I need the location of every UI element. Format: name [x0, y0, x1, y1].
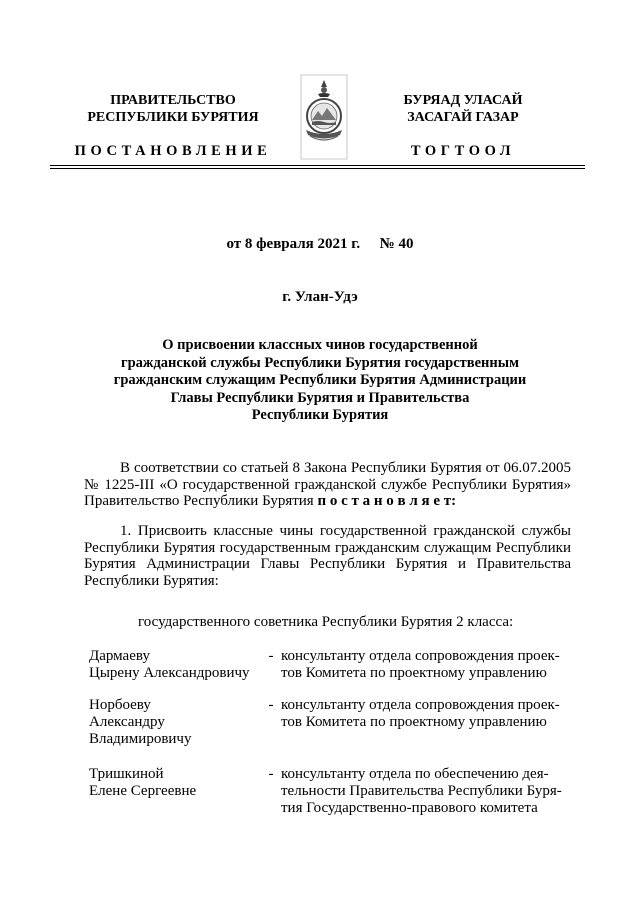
title-line: гражданской службы Республики Бурятия государственным: [121, 354, 519, 371]
dash-separator: -: [268, 648, 274, 664]
appointee-position: консультанту отдела сопровождения проек- тов Комитета по проектному управлению: [281, 697, 560, 730]
title-line: О присвоении классных чинов государственной: [162, 337, 478, 353]
title-line: Главы Республики Бурятия и Правительства: [170, 389, 470, 406]
dash-separator: -: [268, 697, 274, 713]
government-name-ru-line1: ПРАВИТЕЛЬСТВО: [110, 93, 236, 108]
appointee-entry: [89, 697, 569, 753]
doc-type-bua: ТОГТООЛ: [410, 143, 516, 159]
title-line: гражданским служащим Республики Бурятия Администрации: [113, 372, 527, 388]
appointee-name: Дармаеву Цырену Александровичу: [89, 648, 250, 681]
header-divider-top: [50, 165, 585, 166]
document-date-number: [0, 236, 640, 253]
coat-of-arms-emblem: [300, 74, 348, 160]
document-number: № 40: [379, 236, 414, 252]
document-date: от 8 февраля 2021 г.: [226, 236, 361, 252]
doc-type-ru: ПОСТАНОВЛЕНИЕ: [74, 143, 272, 159]
clause-1-paragraph: [84, 523, 571, 589]
appointee-position: консультанту отдела сопровождения проек- тов Комитета по проектному управлению: [281, 648, 560, 681]
document-city: г. Улан-Удэ: [282, 289, 358, 305]
government-name-ru-line2: РЕСПУБЛИКИ БУРЯТИЯ: [87, 110, 259, 125]
appointee-name: Норбоеву Александру Владимировичу: [89, 697, 192, 747]
title-line: Республики Бурятия: [251, 407, 389, 423]
document-title: [80, 337, 560, 425]
clause-1-text: 1. Присвоить классные чины государственной гражданской службы Республики Бурятия государственным гражданским служащим Республики Бурятия Администрации Главы Республики Бурятия и Правительства Республики Бурятия:: [84, 523, 571, 589]
header-divider-bottom: [50, 168, 585, 169]
appointee-entry: [89, 766, 569, 822]
preamble-paragraph: [84, 460, 571, 510]
dash-separator: -: [268, 766, 274, 782]
rank-heading: государственного советника Республики Бурятия 2 класса:: [138, 614, 514, 630]
appointee-name: Тришкиной Елене Сергеевне: [89, 766, 197, 799]
appointee-position: консультанту отдела по обеспечению дея- тельности Правительства Республики Буря- тия Государственно-правового комитета: [281, 766, 562, 816]
appointee-entry: [89, 648, 569, 688]
government-name-bua-line1: БУРЯАД УЛАСАЙ: [403, 93, 523, 108]
government-name-bua: [348, 92, 578, 126]
preamble-resolves: п о с т а н о в л я е т:: [317, 493, 457, 509]
government-name-bua-line2: ЗАСАГАЙ ГАЗАР: [407, 110, 519, 125]
preamble-text: В соответствии со статьей 8 Закона Республики Бурятия от 06.07.2005 № 1225-III «О государственной гражданской службе Республики Бурятия» Правительство Республики Бурятия: [84, 460, 571, 509]
government-name-ru: [58, 92, 288, 126]
